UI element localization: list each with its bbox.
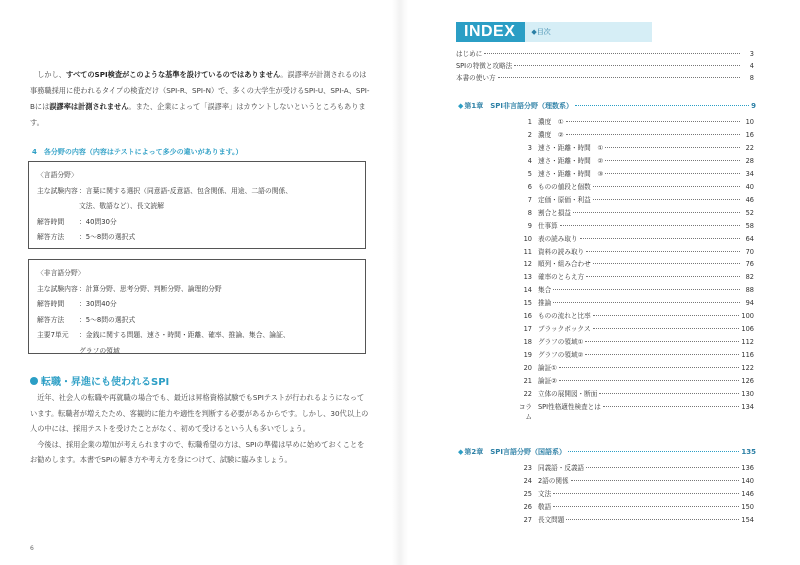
toc-entry: [518, 475, 754, 486]
toc-entry-number: 18: [523, 338, 532, 347]
toc-entry-number: 25: [523, 489, 532, 498]
chapter-label: 第1章 SPI非言語分野（理数系）: [464, 102, 574, 110]
toc-entry-number: 16: [523, 312, 532, 321]
dot-leader: [593, 328, 740, 329]
toc-entry-number: 8: [527, 208, 532, 217]
toc-entry: [518, 388, 754, 399]
toc-entry-label: 順列・組み合わせ: [538, 260, 591, 269]
dot-leader: [566, 134, 740, 135]
dot-leader: [560, 225, 740, 226]
toc-entry-page: 16: [745, 130, 754, 139]
dot-leader: [568, 451, 739, 452]
dot-leader: [593, 263, 740, 264]
toc-entry: [518, 462, 754, 473]
toc-entry-label: 濃度 ②: [538, 130, 564, 139]
toc-entry-label: 論証②: [538, 377, 558, 385]
toc-entry-page: 70: [745, 247, 754, 256]
box-row: [37, 297, 359, 313]
row-key: 解答方法: [37, 315, 65, 324]
toc-entry-label: 立体の展開図・断面: [538, 389, 598, 398]
dot-leader: [484, 53, 740, 54]
intro-text: しかし、: [37, 70, 66, 79]
dot-leader: [593, 199, 740, 200]
index-header: [456, 22, 652, 42]
toc-entry-number: 10: [523, 234, 532, 243]
toc-entry: [518, 233, 754, 244]
intro-emphasis: すべてのSPI検査がこのような基準を設けているのではありません: [65, 70, 281, 79]
toc-entry-page: 94: [745, 299, 754, 308]
toc-entry: [518, 375, 754, 386]
dot-leader: [566, 519, 739, 520]
toc-entry-label: 資料の読み取り: [538, 247, 585, 256]
toc-entry-number: 5: [527, 169, 532, 178]
verbal-section-box: [28, 161, 366, 249]
toc-entry: [518, 488, 754, 499]
toc-entry-number: 2: [527, 130, 532, 139]
toc-entry: [518, 207, 754, 218]
dot-leader: [573, 212, 740, 213]
diamond-icon: ◆: [458, 102, 464, 110]
row-value: ：5〜8問の選択式: [79, 233, 136, 241]
toc-entry-number: 7: [527, 195, 532, 204]
intro-text: 。また、企業によって「誤謬率」はカウントしないというところもあります。: [30, 102, 366, 127]
box-row: [37, 282, 359, 298]
diamond-icon: ◆: [458, 448, 464, 456]
toc-entry: [518, 401, 754, 421]
dot-leader: [585, 341, 739, 342]
toc-entry-number: 15: [523, 299, 532, 308]
toc-entry-label: 速さ・距離・時間 ②: [538, 156, 604, 165]
box-row: [37, 313, 359, 329]
row-key: 主要7単元: [37, 331, 69, 339]
toc-entry-label: 定価・原価・利益: [538, 195, 591, 204]
toc-entry-label: 長文問題: [538, 515, 565, 524]
toc-entry-page: 154: [741, 515, 754, 524]
toc-entry: [518, 168, 754, 179]
dot-leader: [566, 121, 740, 122]
chapter-heading: [458, 447, 756, 459]
dot-leader: [586, 467, 739, 468]
sub-heading-content: 4 各分野の内容（内容はテストによって多少の違いがあります。）: [32, 148, 243, 156]
toc-entry-page: 106: [741, 325, 754, 334]
dot-leader: [585, 354, 739, 355]
row-key: [37, 199, 79, 215]
row-value: ：金銭に関する問題、速さ・時間・距離、確率、推論、集合、論証、: [79, 331, 290, 339]
body-paragraph: 今後は、採用企業の増加が考えられますので、転職希望の方は、SPIの準備は早めに始めておくことをお勧めします。本書でSPIの解き方や考え方を身につけて、試験に臨みましょう。: [30, 439, 365, 464]
dot-leader: [514, 65, 740, 66]
dot-leader: [603, 406, 740, 407]
toc-entry: [456, 48, 754, 59]
dot-leader: [605, 147, 740, 148]
toc-entry-page: 3: [749, 50, 754, 58]
toc-entry: [518, 155, 754, 166]
toc-entry: [518, 514, 754, 525]
toc-entry-number: 13: [523, 273, 532, 282]
row-key: 主な試験内容: [37, 284, 78, 293]
toc-entry-page: 10: [745, 118, 754, 126]
box-row: [37, 184, 359, 200]
chapter-page: 135: [741, 448, 756, 456]
index-title: INDEX: [456, 22, 525, 42]
toc-entry-page: 88: [745, 286, 754, 295]
dot-leader: [593, 186, 740, 187]
chapter-heading: [458, 101, 756, 113]
dot-leader: [605, 173, 740, 174]
row-key: [37, 344, 79, 360]
toc-entry-page: 146: [741, 489, 754, 498]
toc-entry-page: 126: [741, 377, 754, 385]
box-title: 〈非言語分野〉: [37, 269, 85, 277]
dot-leader: [605, 160, 740, 161]
toc-entry: [518, 258, 754, 269]
toc-entry: [518, 116, 754, 127]
row-value: 文法、敬語など）、長文読解: [79, 202, 164, 210]
row-value: グラフの領域: [79, 346, 120, 355]
toc-entry-label: 仕事算: [538, 221, 558, 230]
box-row: [37, 344, 359, 360]
toc-entry-number: コラム: [518, 402, 532, 421]
toc-entry: [518, 336, 754, 347]
toc-entry: [518, 142, 754, 153]
dot-leader: [599, 393, 739, 394]
toc-entry: [518, 220, 754, 231]
chapter-page: 9: [751, 102, 756, 110]
toc-entry: [518, 271, 754, 282]
toc-entry-number: 14: [523, 286, 532, 295]
right-page: [400, 0, 800, 565]
toc-entry-label: SPI性格適性検査とは: [538, 402, 601, 411]
toc-entry-label: 本書の使い方: [456, 74, 496, 82]
toc-entry-page: 82: [745, 273, 754, 282]
toc-entry-number: 6: [527, 182, 532, 191]
dot-leader: [580, 238, 740, 239]
toc-entry: [518, 349, 754, 360]
box-title: 〈言語分野〉: [37, 171, 78, 179]
toc-entry-label: SPIの特徴と攻略法: [456, 62, 513, 70]
nonverbal-section-box: [28, 259, 366, 354]
toc-entry-label: 表の読み取り: [538, 234, 578, 243]
row-value: ：40問30分: [79, 217, 117, 226]
toc-entry: [518, 323, 754, 334]
toc-entry-label: 論証①: [538, 364, 558, 373]
dot-leader: [559, 380, 739, 381]
toc-entry-page: 64: [745, 234, 754, 243]
toc-entry-number: 17: [523, 325, 532, 334]
toc-entry-page: 40: [745, 182, 754, 191]
toc-entry-number: 19: [523, 351, 532, 360]
toc-entry-page: 76: [745, 260, 754, 269]
toc-entry: [518, 181, 754, 192]
box-row: [37, 230, 359, 246]
dot-leader: [571, 480, 740, 481]
dot-leader: [498, 77, 740, 78]
toc-entry-label: 割合と損益: [538, 208, 571, 217]
toc-entry: [518, 129, 754, 140]
toc-entry-page: 112: [741, 338, 754, 347]
dot-leader: [553, 289, 740, 290]
intro-paragraph: [30, 67, 372, 131]
dot-leader: [559, 367, 739, 368]
toc-entry: [456, 60, 754, 71]
toc-entry-number: 21: [523, 377, 532, 385]
dot-leader: [593, 315, 740, 316]
toc-entry-page: 52: [745, 208, 754, 217]
toc-entry-label: 同義語・反義語: [538, 464, 585, 472]
toc-entry-label: 濃度 ①: [538, 118, 564, 126]
toc-entry: [518, 310, 754, 321]
toc-entry-number: 11: [523, 247, 532, 256]
row-value: ：5〜8問の選択式: [79, 315, 136, 324]
toc-entry-page: 130: [741, 389, 754, 398]
toc-entry-label: ものの値段と個数: [538, 182, 591, 191]
dot-leader: [586, 276, 740, 277]
toc-entry-page: 8: [749, 74, 754, 82]
box-row: [37, 328, 359, 344]
toc-entry: [518, 194, 754, 205]
toc-entry-number: 24: [523, 476, 532, 485]
section-heading-text: 転職・昇進にも使われるSPI: [41, 377, 170, 388]
toc-entry-number: 12: [523, 260, 532, 269]
toc-entry-number: 4: [527, 156, 532, 165]
body-paragraph: 近年、社会人の転職や再就職の場合でも、最近は昇格資格試験でもSPIテストが行われるようになっています。転職者が増えたため、客観的に能力や適性を判断する必要があるからです。しかし、30代以上の人の中には、採用テストを受けたことがなく、初めて受けるという人も多いでしょう。: [30, 393, 369, 433]
toc-entry-page: 122: [741, 364, 754, 373]
toc-entry-number: 3: [527, 143, 532, 152]
row-key: 解答方法: [37, 233, 65, 241]
toc-entry: [518, 246, 754, 257]
body-text: [30, 390, 370, 468]
toc-entry-number: 22: [523, 389, 532, 398]
toc-entry: [518, 284, 754, 295]
box-row: [37, 215, 359, 231]
toc-entry-number: 27: [523, 515, 532, 524]
toc-entry-page: 46: [745, 195, 754, 204]
toc-entry-page: 4: [749, 62, 754, 70]
row-value: ：30問40分: [79, 300, 117, 308]
section-heading: [30, 373, 169, 388]
toc-entry-label: グラフの領域①: [538, 338, 584, 347]
toc-entry: [518, 362, 754, 373]
toc-entry-number: 26: [523, 502, 532, 511]
dot-leader: [553, 506, 739, 507]
toc-entry-page: 58: [745, 221, 754, 230]
toc-entry-page: 136: [741, 464, 754, 472]
toc-entry-label: 推論: [538, 299, 552, 308]
toc-entry-page: 150: [741, 502, 754, 511]
toc-entry-label: 確率のとらえ方: [538, 273, 585, 282]
toc-entry: [518, 297, 754, 308]
row-value: ：計算分野、思考分野、判断分野、論理的分野: [79, 284, 222, 293]
toc-entry-label: 集合: [538, 286, 552, 295]
intro-text: 。誤謬率が計測されるのは事務職採用に使われるタイプの検査だけ（SPI-R、SPI-N）で、多くの大学生が受けるSPI-U、SPI-A、SPI-Bには: [30, 70, 370, 111]
toc-entry-page: 140: [741, 476, 754, 485]
toc-entry: [456, 72, 754, 83]
dot-leader: [586, 251, 740, 252]
chapter-label: 第2章 SPI言語分野（国語系）: [464, 448, 567, 456]
toc-entry-page: 22: [745, 143, 754, 152]
index-subtitle: ◆目次: [525, 22, 652, 42]
row-key: 解答時間: [37, 217, 65, 226]
toc-entry-label: ブラックボックス: [538, 325, 591, 334]
toc-entry-number: 9: [527, 221, 532, 230]
toc-entry-label: 2語の関係: [538, 476, 569, 485]
toc-entry-number: 1: [527, 118, 532, 126]
toc-entry-label: 速さ・距離・時間 ③: [538, 169, 604, 178]
dot-leader: [553, 493, 739, 494]
toc-entry-label: グラフの領域②: [538, 351, 584, 360]
bullet-dot-icon: [30, 377, 38, 385]
page-number: 6: [30, 545, 34, 552]
toc-entry-label: 敬語: [538, 502, 552, 511]
dot-leader: [575, 105, 749, 106]
toc-entry-number: 20: [523, 364, 532, 373]
toc-entry-page: 28: [745, 156, 754, 165]
intro-emphasis: 誤謬率は計測されません: [49, 102, 129, 111]
toc-entry-page: 34: [745, 169, 754, 178]
box-row: [37, 199, 359, 215]
toc-entry: [518, 501, 754, 512]
row-value: ：言葉に関する選択（同意語-反意語、包含関係、用途、二語の関係、: [79, 186, 293, 195]
dot-leader: [553, 302, 740, 303]
toc-entry-page: 116: [741, 351, 754, 360]
toc-entry-label: はじめに: [456, 50, 483, 58]
row-key: 解答時間: [37, 300, 65, 308]
toc-entry-page: 134: [741, 402, 754, 411]
toc-entry-number: 23: [523, 464, 532, 472]
toc-entry-label: 速さ・距離・時間 ①: [538, 143, 604, 152]
toc-entry-page: 100: [741, 312, 754, 321]
row-key: 主な試験内容: [37, 186, 78, 195]
toc-entry-label: ものの流れと比率: [538, 312, 591, 321]
toc-entry-label: 文法: [538, 489, 552, 498]
